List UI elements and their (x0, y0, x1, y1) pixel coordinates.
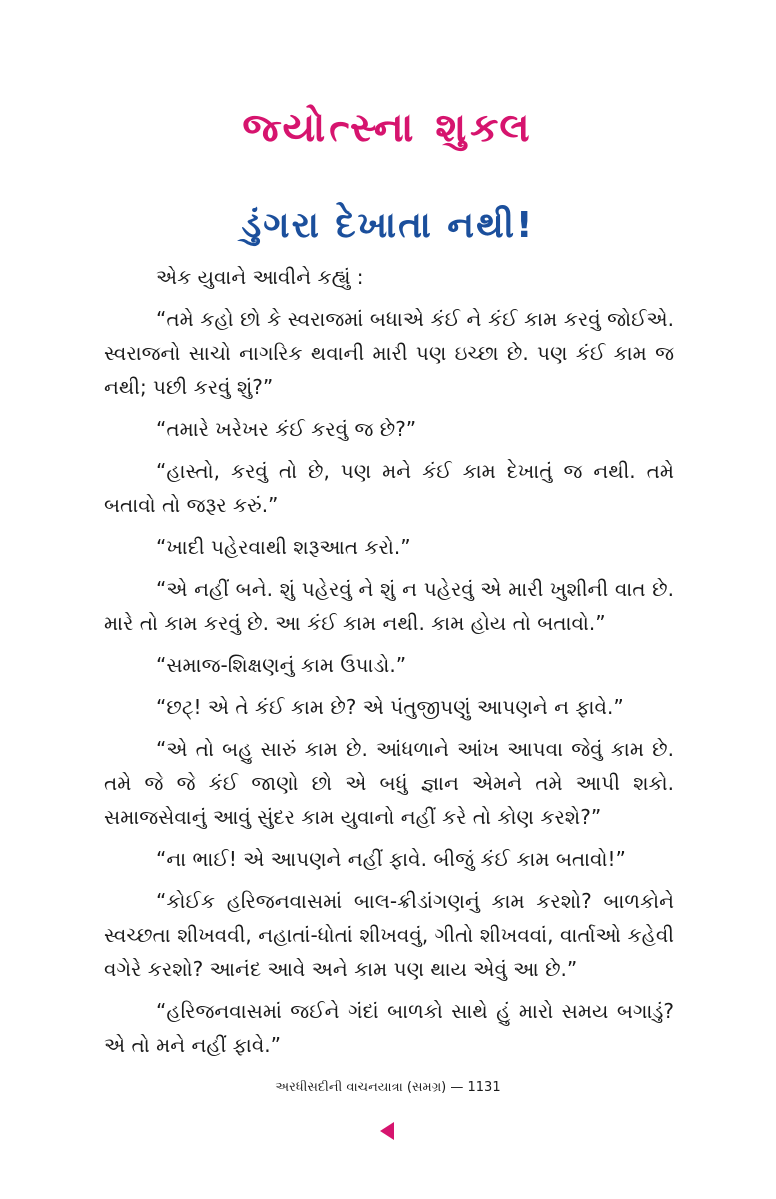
author-name: જ્યોત્સ્ના શુક્લ (242, 105, 534, 151)
paragraph: “હરિજનવાસમાં જઈને ગંદાં બાળકો સાથે હું મારો સમય બગાડું? એ તો મને નહીં ફાવે.” (104, 999, 674, 1057)
paragraph: “હાસ્તો, કરવું તો છે, પણ મને કંઈ કામ દેખાતું જ નથી. તમે બતાવો તો જરૂર કરું.” (104, 459, 674, 517)
paragraph: “તમે કહો છો કે સ્વરાજમાં બધાએ કંઈ ને કંઈ કામ કરવું જોઈએ. સ્વરાજનો સાચો નાગરિક થવાની મારી પણ ઇચ્છા છે. પણ કંઈ કામ જ નથી; પછી કરવું શું?” (104, 307, 674, 399)
story-title: ડુંગરા દેખાતા નથી! (241, 205, 535, 246)
paragraph: “ખાદી પહેરવાથી શરૂઆત કરો.” (156, 535, 411, 559)
paragraph: “તમારે ખરેખર કંઈ કરવું જ છે?” (156, 417, 417, 441)
paragraph: “કોઈક હરિજનવાસમાં બાલ-ક્રીડાંગણનું કામ કરશો? બાળકોને સ્વચ્છતા શીખવવી, નહાતાં-ધોતાં શીખવવું, ગીતો શીખવવાં, વાર્તાઓ કહેવી વગેરે કરશો? આનંદ આવે અને કામ પણ થાય એવું આ છે.” (104, 889, 674, 981)
paragraph: “ના ભાઈ! એ આપણને નહીં ફાવે. બીજું કંઈ કામ બતાવો!” (156, 847, 626, 871)
paragraph: “એ નહીં બને. શું પહેરવું ને શું ન પહેરવું એ મારી ખુશીની વાત છે. મારે તો કામ કરવું છે. આ કંઈ કામ નથી. કામ હોય તો બતાવો.” (104, 577, 674, 635)
page-footer: અરધીસદીની વાચનયાત્રા (સમગ્ર) — 1131 (275, 1080, 501, 1095)
triangle-left-icon[interactable] (380, 1122, 394, 1140)
paragraph: એક યુવાને આવીને કહ્યું : (156, 265, 364, 289)
story-body (104, 260, 674, 1070)
paragraph: “સમાજ-શિક્ષણનું કામ ઉપાડો.” (156, 653, 407, 677)
paragraph: “એ તો બહુ સારું કામ છે. આંધળાને આંખ આપવા જેવું કામ છે. તમે જે જે કંઈ જાણો છો એ બધું જ્ઞાન એમને તમે આપી શકો. સમાજસેવાનું આવું સુંદર કામ યુવાનો નહીં કરે તો કોણ કરશે?” (104, 737, 674, 829)
paragraph: “છટ્! એ તે કંઈ કામ છે? એ પંતુજીપણું આપણને ન ફાવે.” (156, 695, 624, 719)
